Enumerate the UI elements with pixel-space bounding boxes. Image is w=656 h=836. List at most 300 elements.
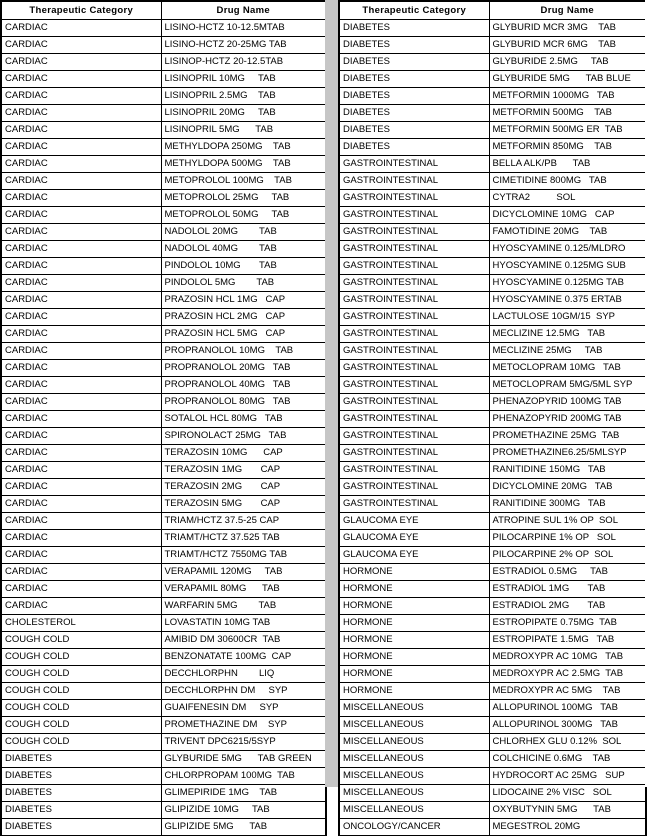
cell-drug-name: TERAZOSIN 10MG CAP xyxy=(161,445,326,462)
right-margin xyxy=(645,0,656,787)
cell-therapeutic-category: HORMONE xyxy=(339,564,489,581)
cell-therapeutic-category: CARDIAC xyxy=(1,326,161,343)
cell-drug-name: TRIAMT/HCTZ 7550MG TAB xyxy=(161,547,326,564)
cell-drug-name: LOVASTATIN 10MG TAB xyxy=(161,615,326,632)
table-row xyxy=(1,173,326,190)
cell-drug-name: MEDROXYPR AC 5MG TAB xyxy=(489,683,646,700)
cell-therapeutic-category: GASTROINTESTINAL xyxy=(339,292,489,309)
cell-drug-name: TERAZOSIN 2MG CAP xyxy=(161,479,326,496)
table-row xyxy=(339,360,646,377)
table-row xyxy=(1,343,326,360)
table-row xyxy=(1,734,326,751)
cell-therapeutic-category: DIABETES xyxy=(339,88,489,105)
cell-drug-name: RANITIDINE 300MG TAB xyxy=(489,496,646,513)
cell-drug-name: PROPRANOLOL 10MG TAB xyxy=(161,343,326,360)
table-row xyxy=(339,190,646,207)
table-row xyxy=(1,54,326,71)
cell-drug-name: METFORMIN 500MG TAB xyxy=(489,105,646,122)
table-row xyxy=(1,496,326,513)
cell-drug-name: GLYBURID MCR 3MG TAB xyxy=(489,20,646,37)
table-row xyxy=(1,632,326,649)
left-table-pane xyxy=(0,0,325,832)
table-row xyxy=(1,547,326,564)
table-row xyxy=(1,139,326,156)
right-header-therapeutic-category: Therapeutic Category xyxy=(339,1,489,20)
cell-drug-name: METOPROLOL 25MG TAB xyxy=(161,190,326,207)
cell-therapeutic-category: HORMONE xyxy=(339,649,489,666)
table-row xyxy=(339,581,646,598)
left-table-head xyxy=(1,1,326,20)
table-row xyxy=(1,581,326,598)
cell-therapeutic-category: CARDIAC xyxy=(1,173,161,190)
table-row xyxy=(1,428,326,445)
cell-drug-name: TRIVENT DPC6215/5SYP xyxy=(161,734,326,751)
cell-therapeutic-category: GASTROINTESTINAL xyxy=(339,445,489,462)
table-row xyxy=(1,411,326,428)
cell-therapeutic-category: CARDIAC xyxy=(1,394,161,411)
cell-drug-name: LACTULOSE 10GM/15 SYP xyxy=(489,309,646,326)
table-row xyxy=(339,428,646,445)
cell-drug-name: GUAIFENESIN DM SYP xyxy=(161,700,326,717)
cell-therapeutic-category: DIABETES xyxy=(339,37,489,54)
table-row xyxy=(339,683,646,700)
table-row xyxy=(1,564,326,581)
cell-therapeutic-category: CARDIAC xyxy=(1,479,161,496)
cell-therapeutic-category: MISCELLANEOUS xyxy=(339,785,489,802)
table-row xyxy=(1,598,326,615)
cell-drug-name: METFORMIN 850MG TAB xyxy=(489,139,646,156)
table-row xyxy=(1,156,326,173)
table-row xyxy=(1,513,326,530)
right-header-drug-name: Drug Name xyxy=(489,1,646,20)
cell-drug-name: GLYBURIDE 5MG TAB BLUE xyxy=(489,71,646,88)
cell-therapeutic-category: GASTROINTESTINAL xyxy=(339,377,489,394)
cell-therapeutic-category: CARDIAC xyxy=(1,224,161,241)
right-table-body xyxy=(339,20,646,836)
cell-drug-name: MECLIZINE 25MG TAB xyxy=(489,343,646,360)
cell-therapeutic-category: GASTROINTESTINAL xyxy=(339,156,489,173)
cell-drug-name: PINDOLOL 10MG TAB xyxy=(161,258,326,275)
cell-therapeutic-category: CARDIAC xyxy=(1,564,161,581)
cell-therapeutic-category: MISCELLANEOUS xyxy=(339,802,489,819)
left-table-body xyxy=(1,20,326,836)
cell-drug-name: CHLORPROPAM 100MG TAB xyxy=(161,768,326,785)
cell-therapeutic-category: CARDIAC xyxy=(1,241,161,258)
table-row xyxy=(339,564,646,581)
cell-therapeutic-category: HORMONE xyxy=(339,615,489,632)
cell-drug-name: BENZONATATE 100MG CAP xyxy=(161,649,326,666)
table-row xyxy=(339,54,646,71)
cell-drug-name: ESTRADIOL 1MG TAB xyxy=(489,581,646,598)
cell-therapeutic-category: COUGH COLD xyxy=(1,717,161,734)
cell-therapeutic-category: GASTROINTESTINAL xyxy=(339,394,489,411)
table-row xyxy=(339,139,646,156)
cell-therapeutic-category: CARDIAC xyxy=(1,88,161,105)
table-row xyxy=(1,360,326,377)
cell-therapeutic-category: CARDIAC xyxy=(1,547,161,564)
table-row xyxy=(1,717,326,734)
cell-therapeutic-category: COUGH COLD xyxy=(1,632,161,649)
cell-therapeutic-category: COUGH COLD xyxy=(1,649,161,666)
cell-drug-name: MEDROXYPR AC 10MG TAB xyxy=(489,649,646,666)
table-row xyxy=(339,309,646,326)
cell-drug-name: PROPRANOLOL 40MG TAB xyxy=(161,377,326,394)
table-row xyxy=(339,479,646,496)
cell-drug-name: NADOLOL 20MG TAB xyxy=(161,224,326,241)
cell-therapeutic-category: GASTROINTESTINAL xyxy=(339,173,489,190)
table-row xyxy=(339,598,646,615)
cell-drug-name: AMIBID DM 30600CR TAB xyxy=(161,632,326,649)
cell-drug-name: PROPRANOLOL 80MG TAB xyxy=(161,394,326,411)
cell-therapeutic-category: GASTROINTESTINAL xyxy=(339,462,489,479)
table-row xyxy=(339,292,646,309)
table-row xyxy=(339,37,646,54)
table-row xyxy=(1,207,326,224)
cell-therapeutic-category: CARDIAC xyxy=(1,207,161,224)
cell-therapeutic-category: CARDIAC xyxy=(1,258,161,275)
cell-therapeutic-category: COUGH COLD xyxy=(1,734,161,751)
cell-therapeutic-category: GASTROINTESTINAL xyxy=(339,190,489,207)
cell-drug-name: DECCHLORPHN LIQ xyxy=(161,666,326,683)
cell-drug-name: OXYBUTYNIN 5MG TAB xyxy=(489,802,646,819)
cell-therapeutic-category: DIABETES xyxy=(339,105,489,122)
cell-therapeutic-category: COUGH COLD xyxy=(1,666,161,683)
table-row xyxy=(339,632,646,649)
right-header-row xyxy=(339,1,646,20)
cell-therapeutic-category: GASTROINTESTINAL xyxy=(339,309,489,326)
cell-drug-name: ESTROPIPATE 0.75MG TAB xyxy=(489,615,646,632)
table-row xyxy=(339,819,646,836)
table-row xyxy=(1,258,326,275)
cell-drug-name: HYOSCYAMINE 0.125/MLDRO xyxy=(489,241,646,258)
cell-drug-name: WARFARIN 5MG TAB xyxy=(161,598,326,615)
table-row xyxy=(1,802,326,819)
cell-drug-name: ESTRADIOL 2MG TAB xyxy=(489,598,646,615)
table-row xyxy=(339,20,646,37)
cell-therapeutic-category: GASTROINTESTINAL xyxy=(339,428,489,445)
cell-drug-name: METOCLOPRAM 5MG/5ML SYP xyxy=(489,377,646,394)
cell-drug-name: FAMOTIDINE 20MG TAB xyxy=(489,224,646,241)
cell-drug-name: PROMETHAZINE DM SYP xyxy=(161,717,326,734)
cell-drug-name: GLIMEPIRIDE 1MG TAB xyxy=(161,785,326,802)
cell-drug-name: PHENAZOPYRID 200MG TAB xyxy=(489,411,646,428)
cell-therapeutic-category: CARDIAC xyxy=(1,428,161,445)
table-row xyxy=(339,700,646,717)
cell-therapeutic-category: DIABETES xyxy=(1,785,161,802)
cell-therapeutic-category: GASTROINTESTINAL xyxy=(339,258,489,275)
cell-therapeutic-category: MISCELLANEOUS xyxy=(339,700,489,717)
cell-drug-name: METHYLDOPA 500MG TAB xyxy=(161,156,326,173)
cell-therapeutic-category: CARDIAC xyxy=(1,598,161,615)
left-drug-table xyxy=(0,0,327,836)
cell-drug-name: GLIPIZIDE 5MG TAB xyxy=(161,819,326,836)
table-row xyxy=(339,649,646,666)
cell-drug-name: PROMETHAZINE 25MG TAB xyxy=(489,428,646,445)
cell-therapeutic-category: CARDIAC xyxy=(1,377,161,394)
cell-therapeutic-category: CARDIAC xyxy=(1,122,161,139)
cell-therapeutic-category: HORMONE xyxy=(339,598,489,615)
cell-therapeutic-category: HORMONE xyxy=(339,683,489,700)
cell-drug-name: PRAZOSIN HCL 1MG CAP xyxy=(161,292,326,309)
cell-drug-name: HYOSCYAMINE 0.125MG TAB xyxy=(489,275,646,292)
table-row xyxy=(339,530,646,547)
table-row xyxy=(1,241,326,258)
cell-therapeutic-category: CARDIAC xyxy=(1,411,161,428)
cell-drug-name: METFORMIN 1000MG TAB xyxy=(489,88,646,105)
table-row xyxy=(339,71,646,88)
cell-drug-name: LISINOPRIL 2.5MG TAB xyxy=(161,88,326,105)
table-row xyxy=(1,615,326,632)
cell-drug-name: LISINO-HCTZ 20-25MG TAB xyxy=(161,37,326,54)
cell-therapeutic-category: DIABETES xyxy=(339,54,489,71)
table-row xyxy=(339,343,646,360)
cell-therapeutic-category: HORMONE xyxy=(339,666,489,683)
cell-drug-name: METOPROLOL 50MG TAB xyxy=(161,207,326,224)
cell-therapeutic-category: DIABETES xyxy=(339,71,489,88)
table-row xyxy=(339,802,646,819)
cell-drug-name: MEDROXYPR AC 2.5MG TAB xyxy=(489,666,646,683)
table-row xyxy=(1,275,326,292)
table-row xyxy=(1,190,326,207)
cell-therapeutic-category: CARDIAC xyxy=(1,105,161,122)
left-header-therapeutic-category: Therapeutic Category xyxy=(1,1,161,20)
cell-drug-name: METOPROLOL 100MG TAB xyxy=(161,173,326,190)
cell-therapeutic-category: CARDIAC xyxy=(1,343,161,360)
cell-therapeutic-category: COUGH COLD xyxy=(1,700,161,717)
cell-drug-name: PILOCARPINE 1% OP SOL xyxy=(489,530,646,547)
cell-therapeutic-category: DIABETES xyxy=(339,20,489,37)
cell-drug-name: LISINOPRIL 20MG TAB xyxy=(161,105,326,122)
cell-drug-name: ATROPINE SUL 1% OP SOL xyxy=(489,513,646,530)
cell-drug-name: LISINOPRIL 5MG TAB xyxy=(161,122,326,139)
right-table-pane xyxy=(338,0,645,832)
table-row xyxy=(339,122,646,139)
table-row xyxy=(1,122,326,139)
cell-therapeutic-category: CARDIAC xyxy=(1,54,161,71)
cell-therapeutic-category: DIABETES xyxy=(339,122,489,139)
cell-drug-name: METFORMIN 500MG ER TAB xyxy=(489,122,646,139)
cell-drug-name: TRIAM/HCTZ 37.5-25 CAP xyxy=(161,513,326,530)
table-row xyxy=(1,462,326,479)
cell-drug-name: LISINOP-HCTZ 20-12.5TAB xyxy=(161,54,326,71)
table-row xyxy=(1,700,326,717)
table-row xyxy=(1,530,326,547)
cell-drug-name: RANITIDINE 150MG TAB xyxy=(489,462,646,479)
cell-therapeutic-category: MISCELLANEOUS xyxy=(339,717,489,734)
cell-drug-name: TERAZOSIN 1MG CAP xyxy=(161,462,326,479)
cell-therapeutic-category: GASTROINTESTINAL xyxy=(339,360,489,377)
table-row xyxy=(339,411,646,428)
cell-drug-name: VERAPAMIL 80MG TAB xyxy=(161,581,326,598)
cell-therapeutic-category: DIABETES xyxy=(1,819,161,836)
cell-drug-name: METOCLOPRAM 10MG TAB xyxy=(489,360,646,377)
cell-drug-name: HYOSCYAMINE 0.125MG SUB xyxy=(489,258,646,275)
table-row xyxy=(339,751,646,768)
cell-drug-name: TRIAMT/HCTZ 37.525 TAB xyxy=(161,530,326,547)
cell-therapeutic-category: GASTROINTESTINAL xyxy=(339,496,489,513)
table-row xyxy=(339,394,646,411)
cell-therapeutic-category: CARDIAC xyxy=(1,581,161,598)
right-table-head xyxy=(339,1,646,20)
cell-therapeutic-category: ONCOLOGY/CANCER xyxy=(339,819,489,836)
cell-therapeutic-category: GLAUCOMA EYE xyxy=(339,530,489,547)
cell-drug-name: DICYCLOMINE 20MG TAB xyxy=(489,479,646,496)
cell-drug-name: PINDOLOL 5MG TAB xyxy=(161,275,326,292)
table-row xyxy=(339,275,646,292)
table-row xyxy=(1,649,326,666)
cell-drug-name: NADOLOL 40MG TAB xyxy=(161,241,326,258)
cell-drug-name: GLIPIZIDE 10MG TAB xyxy=(161,802,326,819)
table-row xyxy=(339,513,646,530)
table-row xyxy=(1,666,326,683)
cell-therapeutic-category: CHOLESTEROL xyxy=(1,615,161,632)
cell-drug-name: MECLIZINE 12.5MG TAB xyxy=(489,326,646,343)
cell-therapeutic-category: GLAUCOMA EYE xyxy=(339,547,489,564)
cell-drug-name: ALLOPURINOL 300MG TAB xyxy=(489,717,646,734)
table-row xyxy=(1,377,326,394)
cell-drug-name: BELLA ALK/PB TAB xyxy=(489,156,646,173)
table-row xyxy=(1,37,326,54)
table-row xyxy=(339,717,646,734)
table-row xyxy=(339,241,646,258)
cell-therapeutic-category: CARDIAC xyxy=(1,37,161,54)
cell-therapeutic-category: GASTROINTESTINAL xyxy=(339,275,489,292)
table-row xyxy=(339,445,646,462)
table-row xyxy=(339,173,646,190)
table-row xyxy=(1,785,326,802)
cell-drug-name: ESTROPIPATE 1.5MG TAB xyxy=(489,632,646,649)
table-row xyxy=(339,785,646,802)
cell-drug-name: DECCHLORPHN DM SYP xyxy=(161,683,326,700)
cell-drug-name: PROMETHAZINE6.25/5MLSYP xyxy=(489,445,646,462)
table-row xyxy=(339,258,646,275)
cell-therapeutic-category: CARDIAC xyxy=(1,190,161,207)
cell-therapeutic-category: CARDIAC xyxy=(1,156,161,173)
cell-drug-name: SOTALOL HCL 80MG TAB xyxy=(161,411,326,428)
table-row xyxy=(339,462,646,479)
cell-therapeutic-category: CARDIAC xyxy=(1,71,161,88)
cell-therapeutic-category: DIABETES xyxy=(1,768,161,785)
cell-therapeutic-category: CARDIAC xyxy=(1,496,161,513)
table-row xyxy=(339,207,646,224)
right-drug-table xyxy=(338,0,647,836)
cell-therapeutic-category: MISCELLANEOUS xyxy=(339,751,489,768)
table-row xyxy=(339,88,646,105)
table-row xyxy=(1,105,326,122)
cell-drug-name: GLYBURIDE 5MG TAB GREEN xyxy=(161,751,326,768)
cell-therapeutic-category: GASTROINTESTINAL xyxy=(339,326,489,343)
table-row xyxy=(339,156,646,173)
cell-therapeutic-category: GASTROINTESTINAL xyxy=(339,411,489,428)
cell-therapeutic-category: CARDIAC xyxy=(1,20,161,37)
table-row xyxy=(339,547,646,564)
table-row xyxy=(1,768,326,785)
table-row xyxy=(339,734,646,751)
cell-drug-name: HYDROCORT AC 25MG SUP xyxy=(489,768,646,785)
table-row xyxy=(339,615,646,632)
cell-drug-name: LISINO-HCTZ 10-12.5MTAB xyxy=(161,20,326,37)
cell-drug-name: GLYBURID MCR 6MG TAB xyxy=(489,37,646,54)
cell-drug-name: CIMETIDINE 800MG TAB xyxy=(489,173,646,190)
cell-therapeutic-category: CARDIAC xyxy=(1,445,161,462)
cell-therapeutic-category: CARDIAC xyxy=(1,292,161,309)
cell-therapeutic-category: CARDIAC xyxy=(1,360,161,377)
cell-drug-name: PRAZOSIN HCL 5MG CAP xyxy=(161,326,326,343)
cell-drug-name: PHENAZOPYRID 100MG TAB xyxy=(489,394,646,411)
table-row xyxy=(339,326,646,343)
cell-drug-name: VERAPAMIL 120MG TAB xyxy=(161,564,326,581)
table-row xyxy=(1,20,326,37)
table-row xyxy=(1,292,326,309)
cell-therapeutic-category: DIABETES xyxy=(339,139,489,156)
cell-therapeutic-category: GASTROINTESTINAL xyxy=(339,207,489,224)
table-row xyxy=(1,71,326,88)
table-row xyxy=(1,394,326,411)
cell-drug-name: LIDOCAINE 2% VISC SOL xyxy=(489,785,646,802)
cell-drug-name: DICYCLOMINE 10MG CAP xyxy=(489,207,646,224)
table-row xyxy=(1,751,326,768)
cell-therapeutic-category: CARDIAC xyxy=(1,462,161,479)
cell-drug-name: CYTRA2 SOL xyxy=(489,190,646,207)
left-header-row xyxy=(1,1,326,20)
cell-therapeutic-category: GASTROINTESTINAL xyxy=(339,479,489,496)
column-gutter xyxy=(325,0,338,787)
table-row xyxy=(339,496,646,513)
cell-therapeutic-category: HORMONE xyxy=(339,632,489,649)
cell-drug-name: METHYLDOPA 250MG TAB xyxy=(161,139,326,156)
cell-drug-name: PROPRANOLOL 20MG TAB xyxy=(161,360,326,377)
table-row xyxy=(1,479,326,496)
cell-therapeutic-category: COUGH COLD xyxy=(1,683,161,700)
cell-drug-name: PILOCARPINE 2% OP SOL xyxy=(489,547,646,564)
cell-therapeutic-category: GLAUCOMA EYE xyxy=(339,513,489,530)
table-row xyxy=(339,666,646,683)
table-row xyxy=(1,819,326,836)
cell-therapeutic-category: CARDIAC xyxy=(1,513,161,530)
cell-therapeutic-category: GASTROINTESTINAL xyxy=(339,224,489,241)
cell-drug-name: TERAZOSIN 5MG CAP xyxy=(161,496,326,513)
table-row xyxy=(339,768,646,785)
table-row xyxy=(339,105,646,122)
cell-drug-name: SPIRONOLACT 25MG TAB xyxy=(161,428,326,445)
table-row xyxy=(339,224,646,241)
cell-drug-name: LISINOPRIL 10MG TAB xyxy=(161,71,326,88)
cell-therapeutic-category: CARDIAC xyxy=(1,275,161,292)
cell-drug-name: ESTRADIOL 0.5MG TAB xyxy=(489,564,646,581)
cell-drug-name: ALLOPURINOL 100MG TAB xyxy=(489,700,646,717)
cell-therapeutic-category: CARDIAC xyxy=(1,530,161,547)
cell-therapeutic-category: HORMONE xyxy=(339,581,489,598)
cell-therapeutic-category: MISCELLANEOUS xyxy=(339,768,489,785)
left-header-drug-name: Drug Name xyxy=(161,1,326,20)
cell-therapeutic-category: CARDIAC xyxy=(1,139,161,156)
cell-drug-name: PRAZOSIN HCL 2MG CAP xyxy=(161,309,326,326)
cell-therapeutic-category: GASTROINTESTINAL xyxy=(339,343,489,360)
cell-drug-name: HYOSCYAMINE 0.375 ERTAB xyxy=(489,292,646,309)
cell-drug-name: CHLORHEX GLU 0.12% SOL xyxy=(489,734,646,751)
table-row xyxy=(1,309,326,326)
table-row xyxy=(1,445,326,462)
cell-drug-name: MEGESTROL 20MG xyxy=(489,819,646,836)
table-row xyxy=(1,88,326,105)
cell-therapeutic-category: DIABETES xyxy=(1,802,161,819)
table-row xyxy=(1,224,326,241)
cell-therapeutic-category: CARDIAC xyxy=(1,309,161,326)
cell-therapeutic-category: MISCELLANEOUS xyxy=(339,734,489,751)
cell-drug-name: GLYBURIDE 2.5MG TAB xyxy=(489,54,646,71)
table-row xyxy=(339,377,646,394)
table-row xyxy=(1,326,326,343)
